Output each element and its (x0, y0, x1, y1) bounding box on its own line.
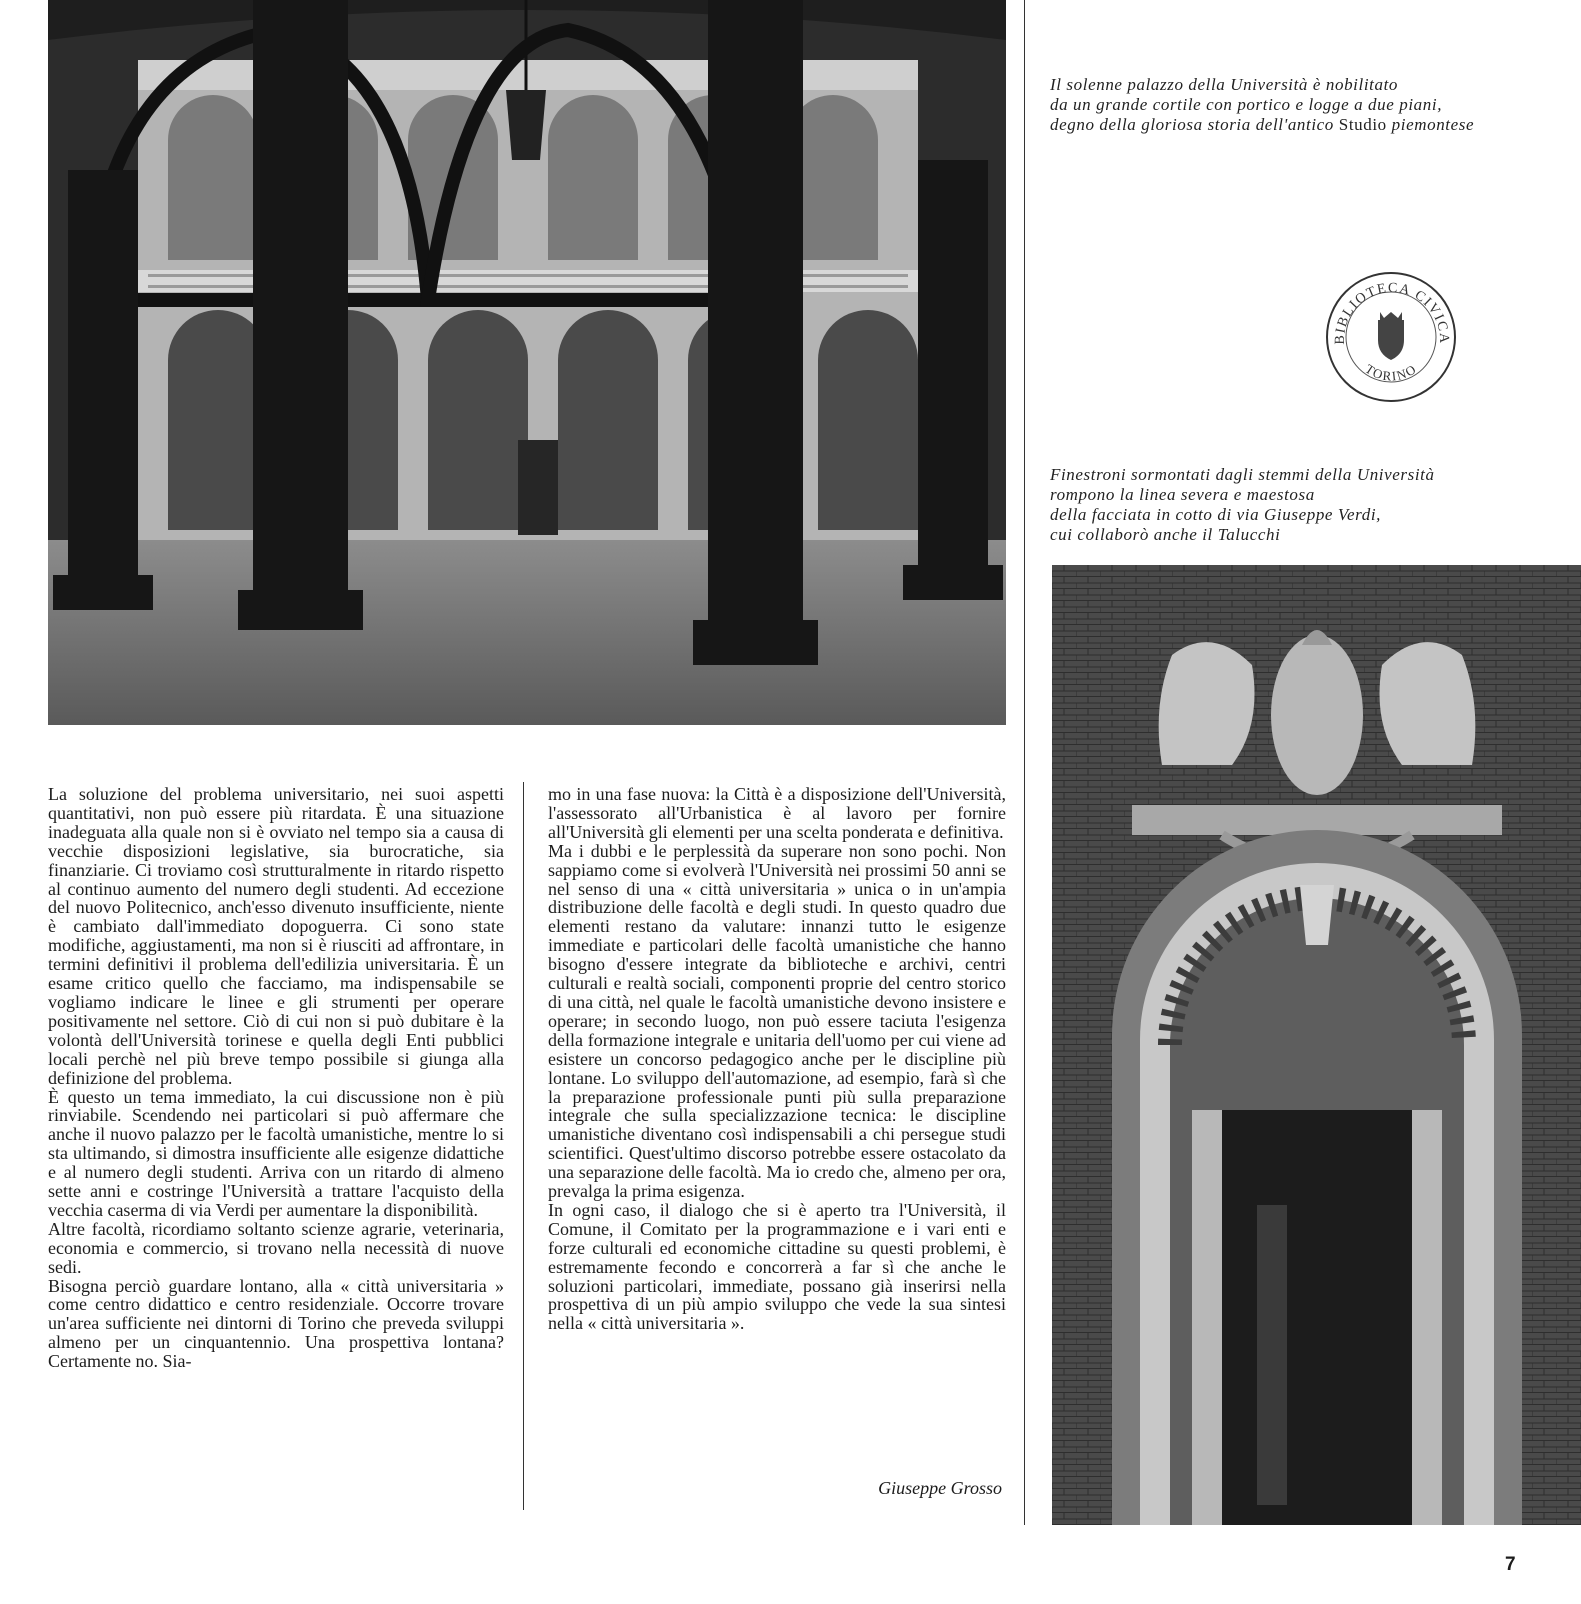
column-divider (523, 782, 524, 1510)
caption-roman-word: Studio (1338, 115, 1387, 134)
courtyard-caption (1050, 75, 1474, 135)
article-paragraph: La soluzione del problema universitario, nei suoi aspetti quantitativi, non può essere più ritardata. È una situazione inadeguata alla quale non si è ovviato nel tempo sia a causa di vecchie disposizioni legislative, sia burocratiche, sia finanziarie. Ci troviamo così strutturalmente in ritardo rispetto al continuo aumento del numero degli studenti. Ad eccezione del nuovo Politecnico, anch'esso divenuto insufficiente, niente è cambiato dall'immediato dopoguerra. Ci sono state modifiche, aggiustamenti, ma non si è riusciti ad affrontare, in termini definitivi il problema dell'edilizia universitaria. È un esame critico quello che facciamo, ma indispensabile se vogliamo indicare le linee e gli strumenti per operare positivamente nel settore. Ciò di cui non si può dubitare è la volontà dell'Università torinese e quella degli Enti pubblici locali perchè nel più breve tempo possibile si giunga alla definizione del problema. (48, 784, 504, 1088)
caption-line (1050, 115, 1474, 135)
article-paragraph: Altre facoltà, ricordiamo soltanto scienze agrarie, veterinaria, economia e commercio, si trovano nella necessità di nuove sedi. (48, 1218, 504, 1277)
page-number: 7 (1505, 1554, 1516, 1575)
stamp-text-bottom: TORINO (1362, 360, 1420, 384)
caption-line: della facciata in cotto di via Giuseppe Verdi, (1050, 505, 1382, 524)
article-paragraph: È questo un tema immediato, la cui discussione non è più rinviabile. Scendendo nei particolari si può affermare che anche il nuovo palazzo per le facoltà umanistiche, mentre lo si sta ultimando, si dimostra insufficiente alle esigenze didattiche e al numero degli studenti. Arriva con un ritardo di almeno sette anni e costringe l'Università a trattare l'acquisto della vecchia caserma di via Verdi per aumentare la disponibilità. (48, 1086, 504, 1220)
right-column-rule (1024, 0, 1025, 1525)
article-paragraph: mo in una fase nuova: la Città è a disposizione dell'Università, l'assessorato all'Urbanistica è al lavoro per fornire all'Università gli elementi per una scelta ponderata e definitiva. (548, 784, 1006, 842)
coat-of-arms-icon (1378, 312, 1404, 360)
caption-line: rompono la linea severa e maestosa (1050, 485, 1315, 504)
facade-caption (1050, 465, 1435, 545)
article-paragraph: In ogni caso, il dialogo che si è aperto tra l'Università, il Comune, il Comitato per la programmazione e i vari enti e forze culturali ed economiche cittadine su questi problemi, è estremamente fecondo e concorrerà a far sì che anche le soluzioni particolari, immediate, possano già inserirsi nella prospettiva di un più ampio sviluppo che vede la sua sintesi nella « città universitaria ». (548, 1199, 1006, 1334)
article-paragraph: Ma i dubbi e le perplessità da superare non sono pochi. Non sappiamo come si evolverà l'Università nei prossimi 50 anni se nel senso di una « città universitaria » unica o in un'ampia distribuzione delle facoltà e degli studi. In questo quadro due elementi restano da valutare: innanzi tutto le esigenze immediate e particolari delle facoltà umanistiche che hanno bisogno d'essere integrate da biblioteche e archivi, centri culturali e realtà sociali, componenti proprie del centro storico di una città, nel quale le facoltà umanistiche devono insistere e operare; in secondo luogo, non può essere taciuta l'esigenza della formazione integrale e unitaria dell'uomo per cui viene ad esistere un concorso pedagogico anche per le discipline più lontane. Lo sviluppo dell'automazione, ad esempio, farà sì che la preparazione professionale punti più sulla preparazione integrale che sulla specializzazione tecnica: le discipline umanistiche diventano così indispensabili a chi persegue studi scientifici. Quest'ultimo discorso potrebbe essere ostacolato da una separazione delle facoltà. Ma io credo che, almeno per ora, prevalga la prima esigenza. (548, 840, 1006, 1202)
caption-line: cui collaborò anche il Talucchi (1050, 525, 1281, 544)
caption-line: da un grande cortile con portico e logge a due piani, (1050, 95, 1443, 114)
library-stamp (1322, 268, 1460, 406)
article-column-right (548, 785, 1006, 1333)
caption-line-text: degno della gloriosa storia dell'antico (1050, 115, 1334, 134)
caption-line: Finestroni sormontati dagli stemmi della Università (1050, 465, 1435, 484)
article-column-left (48, 785, 504, 1371)
author-signature: Giuseppe Grosso (878, 1478, 1002, 1498)
caption-line-tail: piemontese (1391, 115, 1475, 134)
portal-photo (1052, 565, 1581, 1525)
stamp-text-top: BIBLIOTECA CIVICA (1332, 280, 1452, 345)
article-paragraph: Bisogna perciò guardare lontano, alla « città universitaria » come centro didattico e centro residenziale. Occorre trovare un'area sufficiente nei dintorni di Torino che preveda sviluppi almeno per un cinquantennio. Una prospettiva lontana? Certamente no. Sia- (48, 1275, 504, 1372)
caption-line: Il solenne palazzo della Università è nobilitato (1050, 75, 1398, 94)
courtyard-photo (48, 0, 1006, 725)
courtyard-illustration (48, 0, 1006, 725)
portal-illustration (1052, 565, 1581, 1525)
